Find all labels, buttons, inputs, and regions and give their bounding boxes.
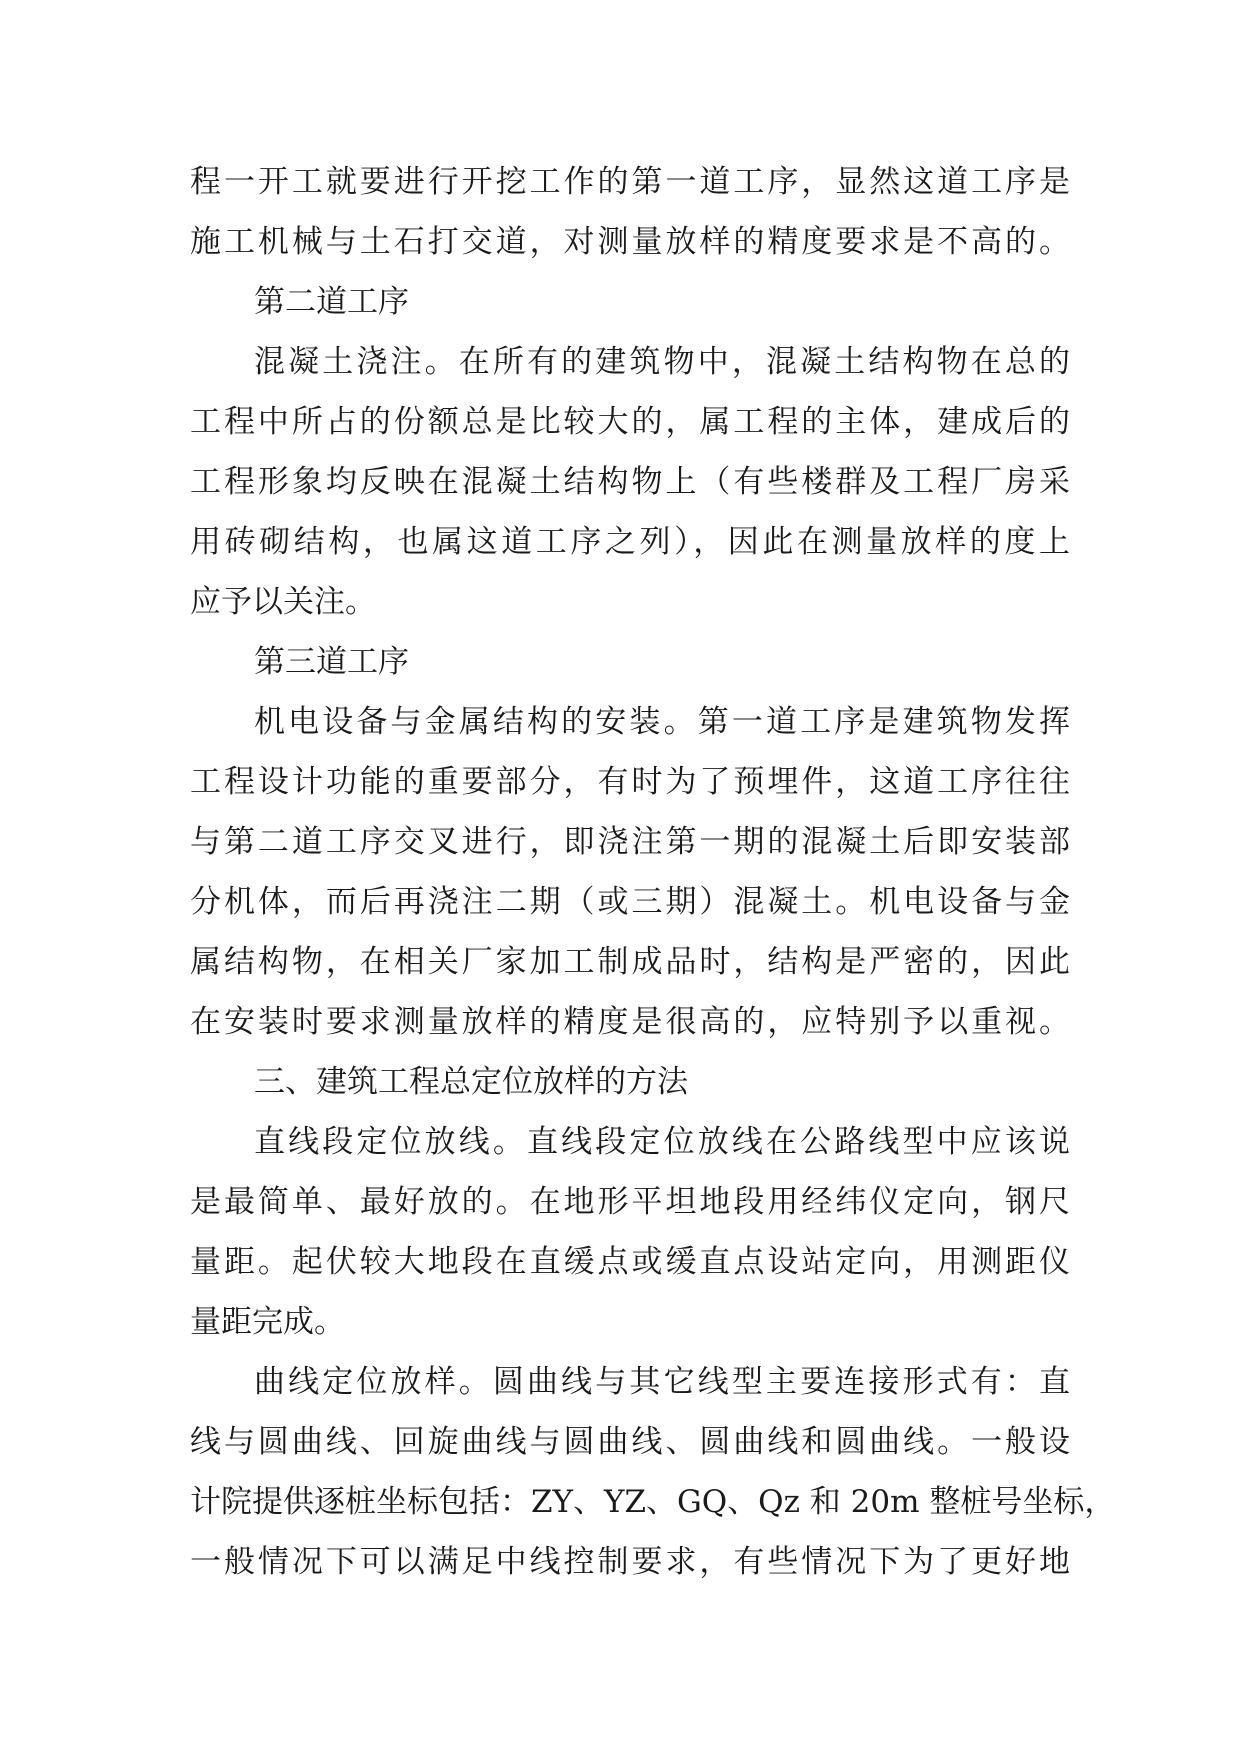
text-line: 在安装时要求测量放样的精度是很高的，应特别予以重视。 [190, 1004, 1070, 1040]
text-line: 一般情况下可以满足中线控制要求，有些情况下为了更好地 [190, 1544, 1070, 1580]
text-line: 三、建筑工程总定位放样的方法 [254, 1064, 688, 1100]
text-line: 分机体，而后再浇注二期（或三期）混凝土。机电设备与金 [190, 884, 1070, 920]
text-line: 量距完成。 [190, 1304, 345, 1340]
text-line: 属结构物，在相关厂家加工制成品时，结构是严密的，因此 [190, 944, 1070, 980]
text-line: 计院提供逐桩坐标包括：ZY、YZ、GQ、Qz 和 20m 整桩号坐标， [190, 1484, 1116, 1520]
text-line: 曲线定位放样。圆曲线与其它线型主要连接形式有：直 [254, 1364, 1070, 1400]
text-line: 与第二道工序交叉进行，即浇注第一期的混凝土后即安装部 [190, 824, 1070, 860]
text-line: 线与圆曲线、回旋曲线与圆曲线、圆曲线和圆曲线。一般设 [190, 1424, 1070, 1460]
text-line: 混凝土浇注。在所有的建筑物中，混凝土结构物在总的 [254, 344, 1070, 380]
text-line: 工程设计功能的重要部分，有时为了预埋件，这道工序往往 [190, 764, 1070, 800]
text-line: 量距。起伏较大地段在直缓点或缓直点设站定向，用测距仪 [190, 1244, 1070, 1280]
text-line: 程一开工就要进行开挖工作的第一道工序，显然这道工序是 [190, 164, 1070, 200]
text-line: 应予以关注。 [190, 584, 376, 620]
text-line: 第二道工序 [254, 284, 409, 320]
body-text [190, 152, 1116, 1592]
text-line: 第三道工序 [254, 644, 409, 680]
text-line: 机电设备与金属结构的安装。第一道工序是建筑物发挥 [254, 704, 1070, 740]
text-line: 用砖砌结构，也属这道工序之列），因此在测量放样的度上 [190, 524, 1070, 560]
text-line: 是最简单、最好放的。在地形平坦地段用经纬仪定向，钢尺 [190, 1184, 1070, 1220]
text-line: 直线段定位放线。直线段定位放线在公路线型中应该说 [254, 1124, 1070, 1160]
text-line: 施工机械与土石打交道，对测量放样的精度要求是不高的。 [190, 224, 1070, 260]
text-line: 工程形象均反映在混凝土结构物上（有些楼群及工程厂房采 [190, 464, 1070, 500]
text-line: 工程中所占的份额总是比较大的，属工程的主体，建成后的 [190, 404, 1070, 440]
